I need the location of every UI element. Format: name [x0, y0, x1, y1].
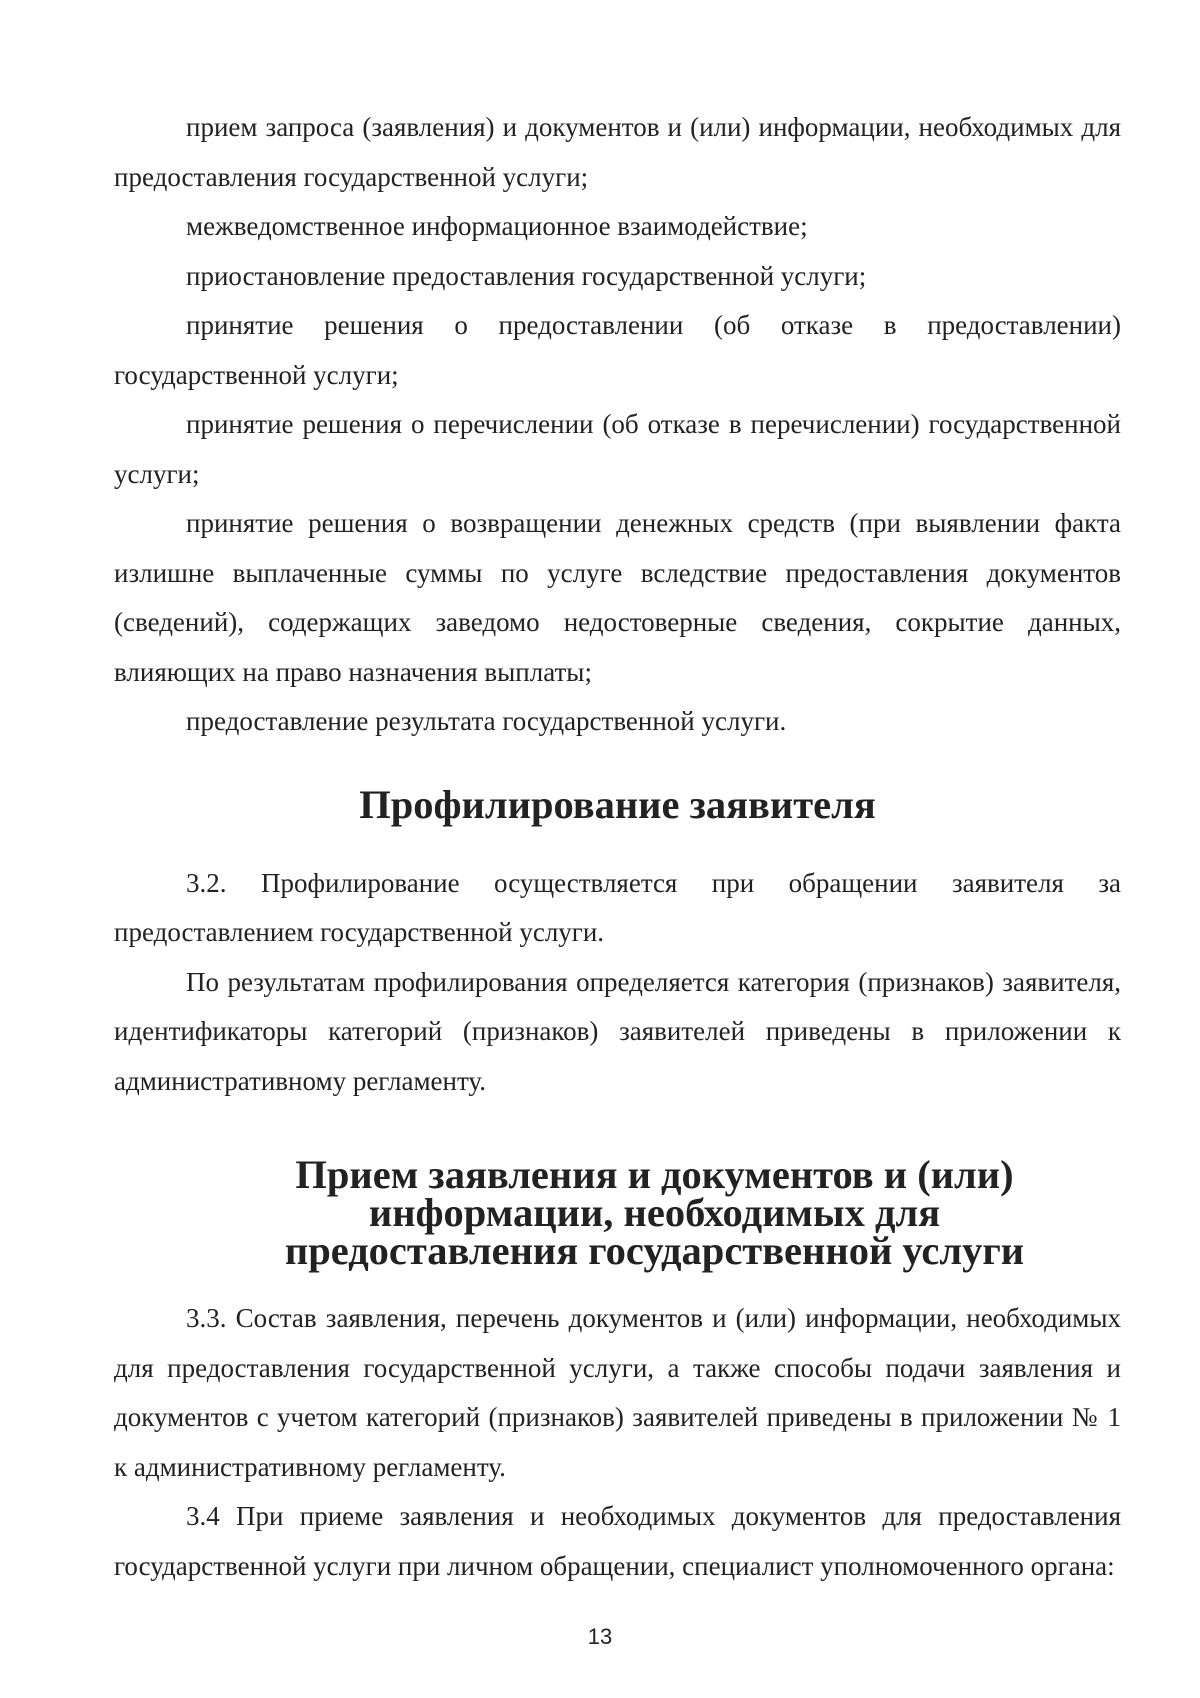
section-heading-reception-line2: предоставления государственной услуги [284, 1228, 1025, 1273]
paragraph-interagency-interaction: межведомственное информационное взаимодействие; [186, 211, 808, 241]
section-heading-reception-line1: Прием заявления и документов и (или) информации, необходимых для [295, 1152, 1014, 1235]
paragraph-reception-request: прием запроса (заявления) и документов и (или) информации, необходимых для предоставления государственной услуги; [114, 112, 1121, 192]
page-number: 13 [587, 1624, 613, 1649]
paragraph-decision-transfer: принятие решения о перечислении (об отказе в перечислении) государственной услуги; [114, 409, 1121, 489]
paragraph-suspension: приостановление предоставления государственной услуги; [186, 260, 867, 291]
paragraph-profiling-results: По результатам профилирования определяется категория (признаков) заявителя, идентификаторы категорий (признаков) заявителей приведены в приложении к административному регламенту. [114, 966, 1121, 1096]
document-body [114, 103, 1121, 1591]
paragraph-result-provision: предоставление результата государственной услуги. [186, 706, 787, 736]
section-heading-profiling: Профилирование заявителя [359, 781, 876, 827]
paragraph-decision-refund: принятие решения о возвращении денежных средств (при выявлении факта излишне выплаченные суммы по услуге вследствие предоставления документов (сведений), содержащих заведомо недостоверные сведения, сокрытие данных, влияющих на право назначения выплаты; [114, 508, 1121, 687]
paragraph-3-3: 3.3. Состав заявления, перечень документов и (или) информации, необходимых для предоставления государственной услуги, а также способы подачи заявления и документов с учетом категорий (признаков) заявителей приведены в приложении № 1 к административному регламенту. [114, 1303, 1121, 1482]
section-heading-reception [114, 1152, 1121, 1273]
paragraph-decision-provision: принятие решения о предоставлении (об отказе в предоставлении) государственной услуги; [114, 310, 1121, 390]
paragraph-3-2: 3.2. Профилирование осуществляется при обращении заявителя за предоставлением государственной услуги. [114, 867, 1121, 947]
paragraph-3-4: 3.4 При приеме заявления и необходимых документов для предоставления государственной услуги при личном обращении, специалист уполномоченного органа: [114, 1501, 1121, 1581]
